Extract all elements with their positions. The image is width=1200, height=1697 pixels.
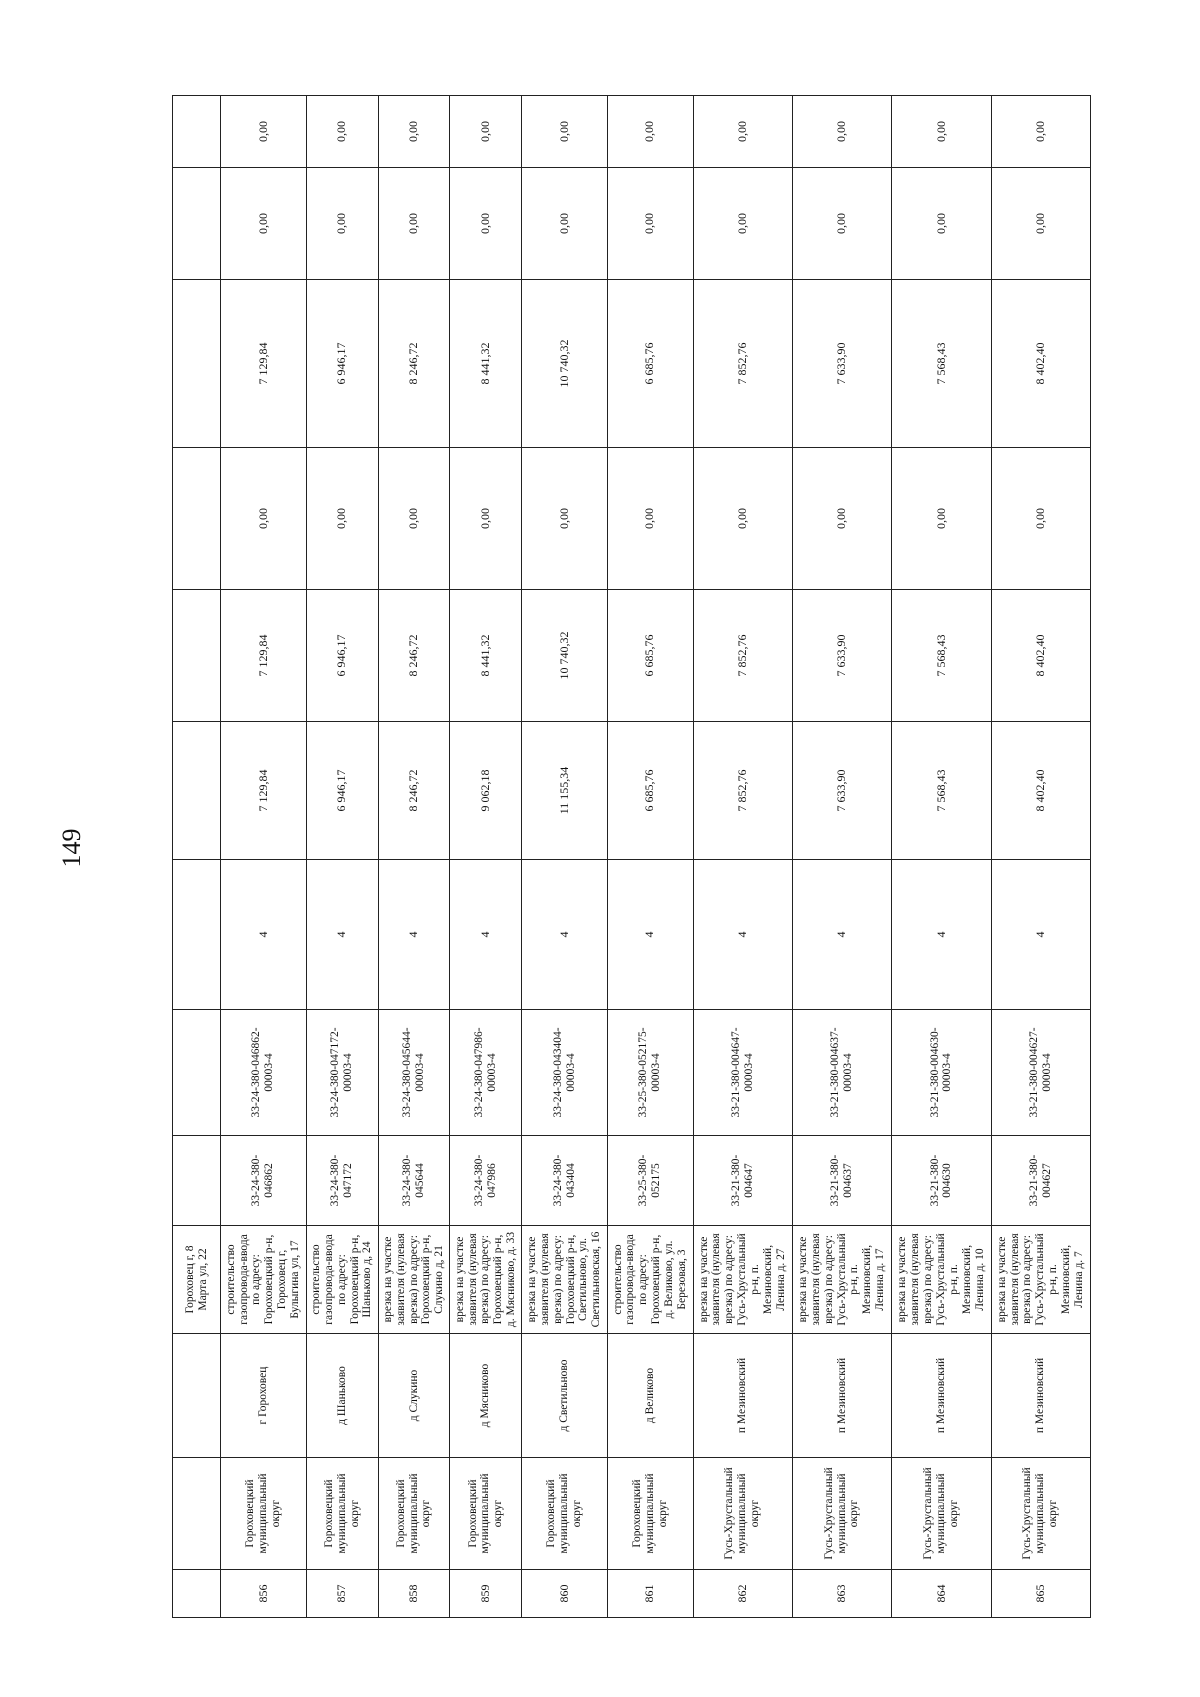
code-cell: 33-21-380-004637 — [792, 1136, 891, 1226]
value-cell: 0,00 — [607, 448, 693, 590]
head-cell — [173, 1334, 221, 1458]
qty-cell: 4 — [693, 860, 792, 1010]
value-cell: 0,00 — [991, 448, 1090, 590]
district-cell: Гусь-Хрустальный муниципальный округ — [892, 1458, 991, 1570]
description-cell: врезка на участке заявителя (нулевая врезка) по адресу: Гороховецкий р-н, Слукино д, 21 — [378, 1226, 450, 1334]
code-cell: 33-21-380-004630 — [892, 1136, 991, 1226]
code-cell: 33-24-380-043404 — [522, 1136, 608, 1226]
description-cell: врезка на участке заявителя (нулевая врезка) по адресу: Гусь-Хрустальный р-н, п. Мезиновский, Ленина д. 17 — [792, 1226, 891, 1334]
description-cell: врезка на участке заявителя (нулевая врезка) по адресу: Гусь-Хрустальный р-н, п. Мезиновский, Ленина д. 7 — [991, 1226, 1090, 1334]
table-row — [378, 96, 450, 1618]
contract-code-cell: 33-24-380-043404-00003-4 — [522, 1010, 608, 1136]
row-number: 857 — [306, 1570, 378, 1618]
value-cell: 7 633,90 — [792, 280, 891, 448]
value-cell: 6 685,76 — [607, 280, 693, 448]
qty-cell: 4 — [306, 860, 378, 1010]
value-cell: 0,00 — [306, 448, 378, 590]
value-cell: 8 402,40 — [991, 722, 1090, 860]
table-row — [792, 96, 891, 1618]
value-cell: 7 852,76 — [693, 590, 792, 722]
description-cell: врезка на участке заявителя (нулевая врезка) по адресу: Гусь-Хрустальный р-н, п. Мезиновский, Ленина д. 27 — [693, 1226, 792, 1334]
value-cell: 6 685,76 — [607, 590, 693, 722]
qty-cell: 4 — [892, 860, 991, 1010]
district-cell: Гороховецкий муниципальный округ — [306, 1458, 378, 1570]
rotated-table-container — [172, 96, 1091, 1618]
value-cell: 0,00 — [892, 168, 991, 280]
value-cell: 7 852,76 — [693, 722, 792, 860]
value-cell: 7 568,43 — [892, 280, 991, 448]
locality-cell: п Мезиновский — [991, 1334, 1090, 1458]
row-number: 864 — [892, 1570, 991, 1618]
row-number: 865 — [991, 1570, 1090, 1618]
table-row — [991, 96, 1090, 1618]
value-cell: 0,00 — [221, 448, 307, 590]
value-cell: 0,00 — [792, 96, 891, 168]
row-number: 860 — [522, 1570, 608, 1618]
table-row — [607, 96, 693, 1618]
value-cell: 6 685,76 — [607, 722, 693, 860]
code-cell: 33-21-380-004627 — [991, 1136, 1090, 1226]
code-cell: 33-25-380-052175 — [607, 1136, 693, 1226]
locality-cell: п Мезиновский — [892, 1334, 991, 1458]
value-cell: 7 129,84 — [221, 590, 307, 722]
value-cell: 0,00 — [378, 448, 450, 590]
description-cell: строительство газопровода-ввода по адресу: Гороховецкий р-н, д. Великово, ул. Березовая, 3 — [607, 1226, 693, 1334]
code-cell: 33-24-380-047172 — [306, 1136, 378, 1226]
value-cell: 8 246,72 — [378, 722, 450, 860]
value-cell: 8 441,32 — [450, 280, 522, 448]
qty-cell: 4 — [378, 860, 450, 1010]
locality-cell: п Мезиновский — [693, 1334, 792, 1458]
district-cell: Гороховецкий муниципальный округ — [378, 1458, 450, 1570]
head-cell — [173, 168, 221, 280]
contract-code-cell: 33-21-380-004637-00003-4 — [792, 1010, 891, 1136]
value-cell: 0,00 — [892, 448, 991, 590]
qty-cell: 4 — [522, 860, 608, 1010]
value-cell: 0,00 — [693, 448, 792, 590]
value-cell: 0,00 — [892, 96, 991, 168]
district-cell: Гороховецкий муниципальный округ — [607, 1458, 693, 1570]
qty-cell: 4 — [450, 860, 522, 1010]
value-cell: 8 246,72 — [378, 590, 450, 722]
value-cell: 0,00 — [450, 168, 522, 280]
contract-code-cell: 33-21-380-004627-00003-4 — [991, 1010, 1090, 1136]
page-number: 149 — [57, 828, 86, 868]
description-cell: врезка на участке заявителя (нулевая врезка) по адресу: Гусь-Хрустальный р-н, п. Мезиновский, Ленина д. 10 — [892, 1226, 991, 1334]
value-cell: 0,00 — [306, 168, 378, 280]
locality-cell: д Слукино — [378, 1334, 450, 1458]
locality-cell: д Великово — [607, 1334, 693, 1458]
description-cell: строительство газопровода-ввода по адресу: Гороховецкий р-н, Гороховец г, Булыгина ул, 17 — [221, 1226, 307, 1334]
contract-code-cell: 33-25-380-052175-00003-4 — [607, 1010, 693, 1136]
value-cell: 0,00 — [607, 96, 693, 168]
data-table — [172, 95, 1091, 1618]
head-cell — [173, 1570, 221, 1618]
value-cell: 10 740,32 — [522, 590, 608, 722]
table-row — [522, 96, 608, 1618]
head-cell — [173, 280, 221, 448]
code-cell: 33-24-380-047986 — [450, 1136, 522, 1226]
table-row — [221, 96, 307, 1618]
code-cell: 33-24-380-045644 — [378, 1136, 450, 1226]
row-number: 856 — [221, 1570, 307, 1618]
value-cell: 0,00 — [522, 448, 608, 590]
row-number: 858 — [378, 1570, 450, 1618]
head-cell — [173, 722, 221, 860]
value-cell: 0,00 — [522, 168, 608, 280]
row-number: 863 — [792, 1570, 891, 1618]
code-cell: 33-24-380-046862 — [221, 1136, 307, 1226]
value-cell: 8 402,40 — [991, 280, 1090, 448]
value-cell: 0,00 — [991, 168, 1090, 280]
value-cell: 0,00 — [378, 168, 450, 280]
value-cell: 7 568,43 — [892, 590, 991, 722]
qty-cell: 4 — [221, 860, 307, 1010]
value-cell: 11 155,34 — [522, 722, 608, 860]
table-row — [306, 96, 378, 1618]
value-cell: 0,00 — [450, 96, 522, 168]
value-cell: 6 946,17 — [306, 280, 378, 448]
value-cell: 7 633,90 — [792, 722, 891, 860]
value-cell: 0,00 — [693, 168, 792, 280]
contract-code-cell: 33-21-380-004630-00003-4 — [892, 1010, 991, 1136]
code-cell: 33-21-380-004647 — [693, 1136, 792, 1226]
value-cell: 0,00 — [378, 96, 450, 168]
value-cell: 0,00 — [792, 168, 891, 280]
description-cell: врезка на участке заявителя (нулевая врезка) по адресу: Гороховецкий р-н, Светильново, ул. Светильновская, 16 — [522, 1226, 608, 1334]
value-cell: 0,00 — [221, 96, 307, 168]
contract-code-cell: 33-24-380-046862-00003-4 — [221, 1010, 307, 1136]
locality-cell: д Мясниково — [450, 1334, 522, 1458]
contract-code-cell: 33-24-380-047172-00003-4 — [306, 1010, 378, 1136]
head-cell — [173, 96, 221, 168]
locality-cell: п Мезиновский — [792, 1334, 891, 1458]
head-cell — [173, 860, 221, 1010]
value-cell: 0,00 — [693, 96, 792, 168]
head-cell: Гороховец г, 8 Марта ул, 22 — [173, 1226, 221, 1334]
description-cell: строительство газопровода-ввода по адресу: Гороховецкий р-н, Шаньково д, 24 — [306, 1226, 378, 1334]
value-cell: 7 633,90 — [792, 590, 891, 722]
table-head-row — [173, 96, 221, 1618]
value-cell: 8 441,32 — [450, 590, 522, 722]
row-number: 859 — [450, 1570, 522, 1618]
value-cell: 10 740,32 — [522, 280, 608, 448]
value-cell: 8 402,40 — [991, 590, 1090, 722]
contract-code-cell: 33-24-380-045644-00003-4 — [378, 1010, 450, 1136]
value-cell: 0,00 — [450, 448, 522, 590]
value-cell: 9 062,18 — [450, 722, 522, 860]
qty-cell: 4 — [607, 860, 693, 1010]
qty-cell: 4 — [792, 860, 891, 1010]
value-cell: 7 129,84 — [221, 280, 307, 448]
district-cell: Гусь-Хрустальный муниципальный округ — [693, 1458, 792, 1570]
value-cell: 0,00 — [306, 96, 378, 168]
head-cell — [173, 590, 221, 722]
value-cell: 8 246,72 — [378, 280, 450, 448]
head-cell — [173, 1458, 221, 1570]
head-cell — [173, 1136, 221, 1226]
value-cell: 0,00 — [607, 168, 693, 280]
value-cell: 0,00 — [792, 448, 891, 590]
value-cell: 7 852,76 — [693, 280, 792, 448]
contract-code-cell: 33-24-380-047986-00003-4 — [450, 1010, 522, 1136]
row-number: 862 — [693, 1570, 792, 1618]
qty-cell: 4 — [991, 860, 1090, 1010]
locality-cell: д Шаньково — [306, 1334, 378, 1458]
value-cell: 7 129,84 — [221, 722, 307, 860]
value-cell: 7 568,43 — [892, 722, 991, 860]
head-cell — [173, 1010, 221, 1136]
locality-cell: д Светильново — [522, 1334, 608, 1458]
value-cell: 0,00 — [522, 96, 608, 168]
row-number: 861 — [607, 1570, 693, 1618]
district-cell: Гороховецкий муниципальный округ — [522, 1458, 608, 1570]
head-cell — [173, 448, 221, 590]
district-cell: Гусь-Хрустальный муниципальный округ — [792, 1458, 891, 1570]
table-row — [693, 96, 792, 1618]
district-cell: Гороховецкий муниципальный округ — [450, 1458, 522, 1570]
contract-code-cell: 33-21-380-004647-00003-4 — [693, 1010, 792, 1136]
value-cell: 6 946,17 — [306, 722, 378, 860]
locality-cell: г Гороховец — [221, 1334, 307, 1458]
description-cell: врезка на участке заявителя (нулевая врезка) по адресу: Гороховецкий р-н, д. Мясниково, д. 33 — [450, 1226, 522, 1334]
district-cell: Гороховецкий муниципальный округ — [221, 1458, 307, 1570]
table-row — [892, 96, 991, 1618]
district-cell: Гусь-Хрустальный муниципальный округ — [991, 1458, 1090, 1570]
value-cell: 0,00 — [991, 96, 1090, 168]
table-row — [450, 96, 522, 1618]
value-cell: 6 946,17 — [306, 590, 378, 722]
value-cell: 0,00 — [221, 168, 307, 280]
